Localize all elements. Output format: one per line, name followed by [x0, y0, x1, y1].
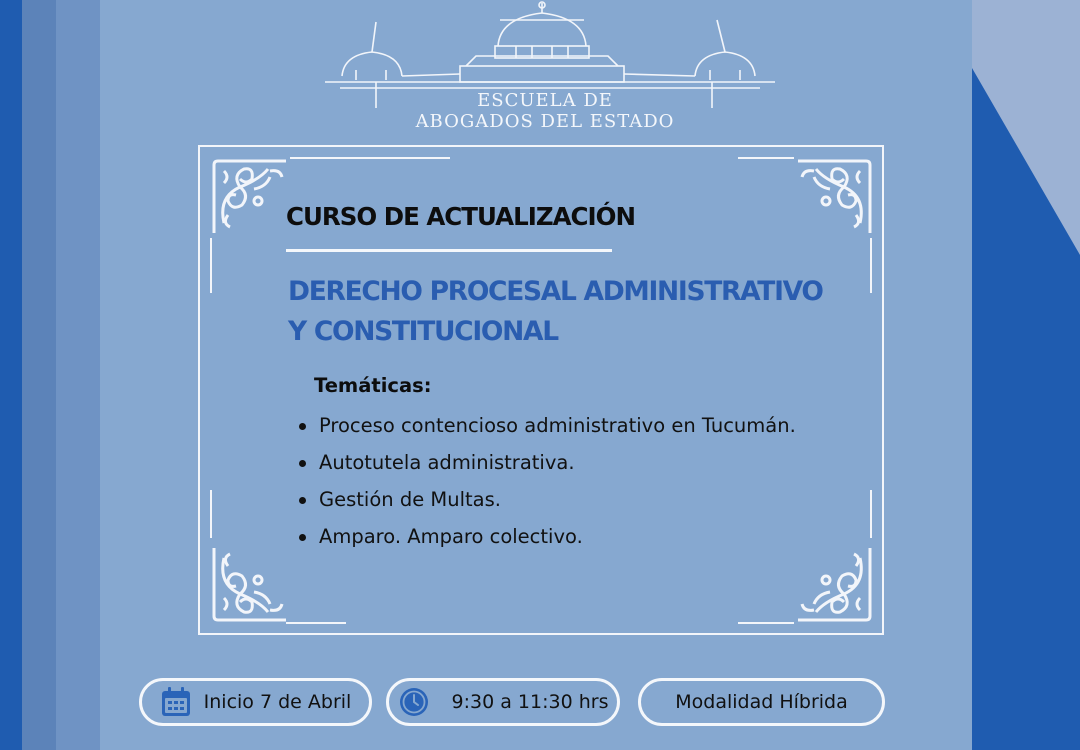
institution-name-line1: ESCUELA DE [477, 90, 613, 111]
ornament-bottom-right [794, 544, 874, 624]
course-title-line1: DERECHO PROCESAL ADMINISTRATIVO [288, 276, 823, 307]
frame-inner-line [738, 157, 794, 159]
clock-icon [398, 686, 430, 718]
topics-list [298, 407, 838, 555]
schedule-badge [386, 678, 620, 726]
start-date-badge [139, 678, 372, 726]
ornament-top-left [210, 157, 290, 237]
ornament-bottom-left [210, 544, 290, 624]
course-type-underline [286, 249, 612, 252]
frame-inner-line [210, 238, 212, 293]
topics-heading: Temáticas: [314, 374, 432, 397]
course-title [288, 272, 823, 352]
frame-inner-line [870, 490, 872, 538]
list-item: Proceso contencioso administrativo en Tucumán. [298, 407, 838, 444]
frame-inner-line [210, 490, 212, 538]
background-stripe [22, 0, 56, 750]
schedule-text: 9:30 a 11:30 hrs [451, 691, 609, 713]
list-item: Autotutela administrativa. [298, 444, 838, 481]
modality-text: Modalidad Híbrida [675, 691, 848, 713]
list-item: Gestión de Multas. [298, 481, 838, 518]
frame-inner-line [286, 622, 346, 624]
frame-inner-line [290, 157, 450, 159]
institution-name [390, 90, 700, 132]
frame-inner-line [870, 238, 872, 293]
course-type: CURSO DE ACTUALIZACIÓN [286, 202, 635, 231]
ornament-top-right [794, 157, 874, 237]
start-date-text: Inicio 7 de Abril [203, 691, 352, 713]
calendar-icon [160, 686, 192, 718]
institution-name-line2: ABOGADOS DEL ESTADO [415, 111, 675, 132]
modality-badge [638, 678, 885, 726]
frame-inner-line [738, 622, 794, 624]
corner-decoration [972, 0, 1080, 750]
list-item: Amparo. Amparo colectivo. [298, 518, 838, 555]
background-stripe [56, 0, 100, 750]
course-title-line2: Y CONSTITUCIONAL [288, 316, 558, 347]
